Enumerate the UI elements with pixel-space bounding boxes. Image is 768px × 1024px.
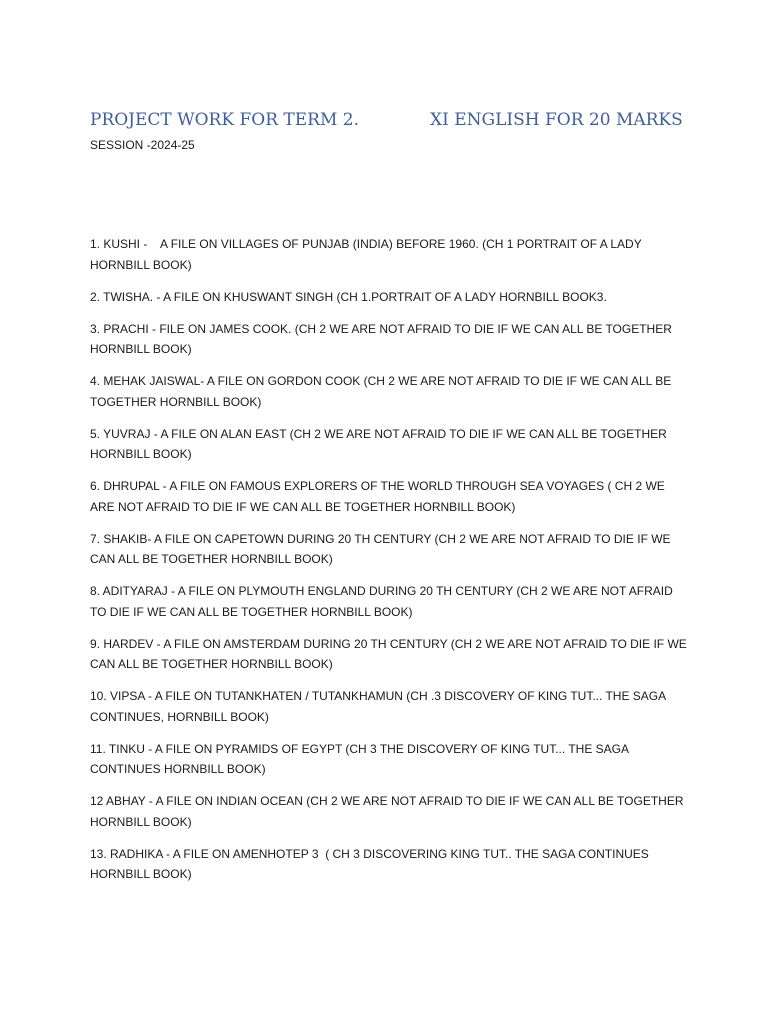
document-heading xyxy=(90,110,690,140)
list-item: 10. VIPSA - A FILE ON TUTANKHATEN / TUTANKHAMUN (CH .3 DISCOVERY OF KING TUT... THE SAGA CONTINUES, HORNBILL BOOK) xyxy=(90,689,669,724)
list-item: 1. KUSHI - A FILE ON VILLAGES OF PUNJAB (INDIA) BEFORE 1960. (CH 1 PORTRAIT OF A LADY HORNBILL BOOK) xyxy=(90,237,645,272)
list-item: 11. TINKU - A FILE ON PYRAMIDS OF EGYPT (CH 3 THE DISCOVERY OF KING TUT... THE SAGA CONTINUES HORNBILL BOOK) xyxy=(90,741,632,776)
heading-title-left: PROJECT WORK FOR TERM 2. xyxy=(90,110,359,130)
list-item: 3. PRACHI - FILE ON JAMES COOK. (CH 2 WE ARE NOT AFRAID TO DIE IF WE CAN ALL BE TOGETHER HORNBILL BOOK) xyxy=(90,321,676,356)
list-item: 12 ABHAY - A FILE ON INDIAN OCEAN (CH 2 WE ARE NOT AFRAID TO DIE IF WE CAN ALL BE TOGETHER HORNBILL BOOK) xyxy=(90,794,687,829)
list-item: 7. SHAKIB- A FILE ON CAPETOWN DURING 20 TH CENTURY (CH 2 WE ARE NOT AFRAID TO DIE IF WE CAN ALL BE TOGETHER HORNBILL BOOK) xyxy=(90,531,674,566)
project-list xyxy=(90,234,690,896)
list-item: 2. TWISHA. - A FILE ON KHUSWANT SINGH (CH 1.PORTRAIT OF A LADY HORNBILL BOOK3. xyxy=(90,289,607,304)
session-line: SESSION -2024-25 xyxy=(90,138,195,152)
list-item: 13. RADHIKA - A FILE ON AMENHOTEP 3 ( CH 3 DISCOVERING KING TUT.. THE SAGA CONTINUES HORNBILL BOOK) xyxy=(90,846,653,881)
list-item: 5. YUVRAJ - A FILE ON ALAN EAST (CH 2 WE ARE NOT AFRAID TO DIE IF WE CAN ALL BE TOGETHER HORNBILL BOOK) xyxy=(90,426,671,461)
list-item: 9. HARDEV - A FILE ON AMSTERDAM DURING 20 TH CENTURY (CH 2 WE ARE NOT AFRAID TO DIE IF WE CAN ALL BE TOGETHER HORNBILL BOOK) xyxy=(90,636,691,671)
heading-title-right: XI ENGLISH FOR 20 MARKS xyxy=(430,110,683,130)
list-item: 8. ADITYARAJ - A FILE ON PLYMOUTH ENGLAND DURING 20 TH CENTURY (CH 2 WE ARE NOT AFRAID TO DIE IF WE CAN ALL BE TOGETHER HORNBILL BOOK) xyxy=(90,584,676,619)
list-item: 6. DHRUPAL - A FILE ON FAMOUS EXPLORERS OF THE WORLD THROUGH SEA VOYAGES ( CH 2 WE ARE NOT AFRAID TO DIE IF WE CAN ALL BE TOGETHER HORNBILL BOOK) xyxy=(90,479,668,514)
list-item: 4. MEHAK JAISWAL- A FILE ON GORDON COOK (CH 2 WE ARE NOT AFRAID TO DIE IF WE CAN ALL BE TOGETHER HORNBILL BOOK) xyxy=(90,374,675,409)
